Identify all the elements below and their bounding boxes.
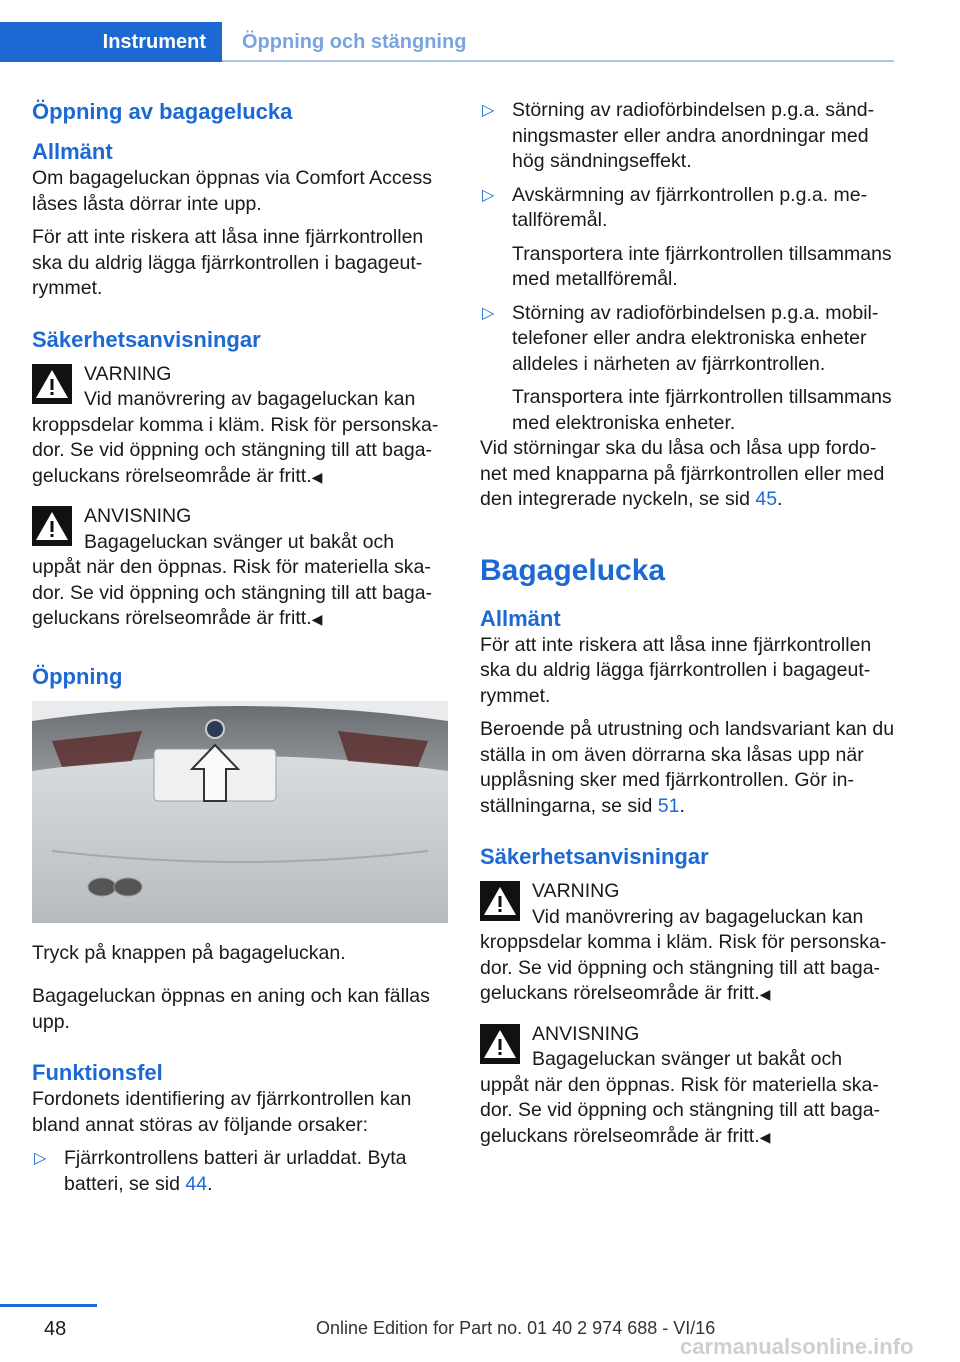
- heading-safety: Säkerhetsanvisningar: [32, 326, 261, 352]
- heading-safety: Säkerhetsanvisningar: [480, 844, 709, 869]
- paragraph: För att inte riskera att låsa inne fjärrkontrollen ska du aldrig lägga fjärrkontrollen i bagageutrymmet.: [32, 226, 424, 299]
- heading-opening: Öppning: [32, 663, 123, 689]
- watermark: carmanualsonline.info: [680, 1334, 914, 1359]
- edition-text: Online Edition for Part no. 01 40 2 974 688 - VI/16: [316, 1318, 716, 1338]
- list-item: ▷ Fjärrkontrollens batteri är urladdat. Byta batteri, se sid 44.: [34, 1147, 407, 1195]
- heading-general: Allmänt: [480, 605, 561, 631]
- bullet-marker: ▷: [482, 102, 495, 119]
- bullet-list: [480, 98, 896, 436]
- footer-divider: [0, 1304, 97, 1307]
- trunk-illustration: [32, 701, 448, 923]
- page-link-45[interactable]: 45: [755, 488, 778, 510]
- tab-instrument[interactable]: Instrument: [0, 22, 222, 62]
- warning-title: VARNING: [532, 880, 620, 902]
- notice-block: [32, 504, 448, 633]
- header-divider: [222, 60, 894, 62]
- warning-icon: [32, 364, 72, 404]
- heading-general: Allmänt: [32, 139, 113, 164]
- left-column: [32, 98, 448, 1205]
- heading-malfunction: Funktionsfel: [32, 1060, 163, 1085]
- end-mark: ◀: [759, 1128, 771, 1145]
- warning-icon: [480, 1024, 520, 1064]
- warning-icon: [32, 506, 72, 546]
- warning-icon: [480, 881, 520, 921]
- warning-block: [480, 879, 896, 1008]
- notice-text: Bagageluckan svänger ut bakåt och uppåt när den öppnas. Risk för materiella skador. Se vid öppning och stängning till att bagageluckans rörelseområde är fritt.: [32, 530, 433, 629]
- section-title-trunk-opening: Öppning av bagagelucka: [32, 99, 293, 124]
- paragraph: Bagageluckan öppnas en aning och kan fällas upp.: [32, 985, 430, 1033]
- right-column: [480, 98, 896, 1164]
- warning-text: Vid manövrering av bagageluckan kan kroppsdelar komma i kläm. Risk för personskador. Se vid öppning och stängning till att bagageluckans rörelseområde är fritt.: [480, 905, 887, 1004]
- bullet-marker: ▷: [482, 186, 495, 204]
- page-header: [0, 0, 960, 64]
- notice-text: Bagageluckan svänger ut bakåt och uppåt när den öppnas. Risk för materiella skador. Se vid öppning och stängning till att bagageluckans rörelseområde är fritt.: [480, 1048, 881, 1147]
- end-mark: ◀: [759, 986, 771, 1002]
- chapter-title-trunk-lid: Bagagelucka: [480, 553, 666, 587]
- list-item: ▷ Störning av radioförbindelsen p.g.a. sändningsmaster eller andra anordningar med hög sändningseffekt.: [482, 99, 875, 172]
- paragraph: Fordonets identifiering av fjärrkontrollen kan bland annat störas av följande orsaker:: [32, 1088, 412, 1136]
- notice-title: ANVISNING: [84, 505, 192, 527]
- bullet-list: [32, 1146, 448, 1197]
- warning-title: VARNING: [84, 362, 172, 385]
- warning-block: [32, 362, 448, 491]
- notice-block: [480, 1022, 896, 1151]
- bullet-marker: ▷: [34, 1150, 47, 1167]
- paragraph: Om bagageluckan öppnas via Comfort Access låses låsta dörrar inte upp.: [32, 167, 432, 215]
- tab-opening-closing[interactable]: Öppning och stängning: [242, 30, 467, 53]
- bullet-marker: ▷: [482, 304, 495, 322]
- page-number: 48: [44, 1318, 67, 1340]
- notice-title: ANVISNING: [532, 1022, 640, 1045]
- list-item: ▷ Störning av radioförbindelsen p.g.a. mobiltelefoner eller andra elektroniska enheter alldeles i närheten av fjärrkontrollen. Transportera inte fjärrkontrollen tillsammans med elektroniska enheter.: [482, 301, 892, 434]
- paragraph: För att inte riskera att låsa inne fjärrkontrollen ska du aldrig lägga fjärrkontrollen i bagageutrymmet.: [480, 633, 872, 707]
- paragraph: Beroende på utrustning och landsvariant kan du ställa in om även dörrarna ska låsas upp när upplåsning sker med fjärrkontrollen. Gör inställningarna, se sid 51.: [480, 718, 895, 817]
- paragraph: Vid störningar ska du låsa och låsa upp fordonet med knapparna på fjärrkontrollen eller med den integrerade nyckeln, se sid 45.: [480, 437, 885, 510]
- list-item: ▷ Avskärmning av fjärrkontrollen p.g.a. metallföremål. Transportera inte fjärrkontrollen tillsammans med metallföremål.: [482, 183, 892, 290]
- paragraph: Tryck på knappen på bagageluckan.: [32, 941, 346, 964]
- page-link-44[interactable]: 44: [185, 1172, 208, 1195]
- end-mark: ◀: [311, 611, 323, 627]
- warning-text: Vid manövrering av bagageluckan kan kroppsdelar komma i kläm. Risk för personskador. Se vid öppning och stängning till att bagageluckans rörelseområde är fritt.: [32, 388, 439, 487]
- end-mark: ◀: [311, 468, 323, 485]
- page-link-51[interactable]: 51: [657, 794, 680, 817]
